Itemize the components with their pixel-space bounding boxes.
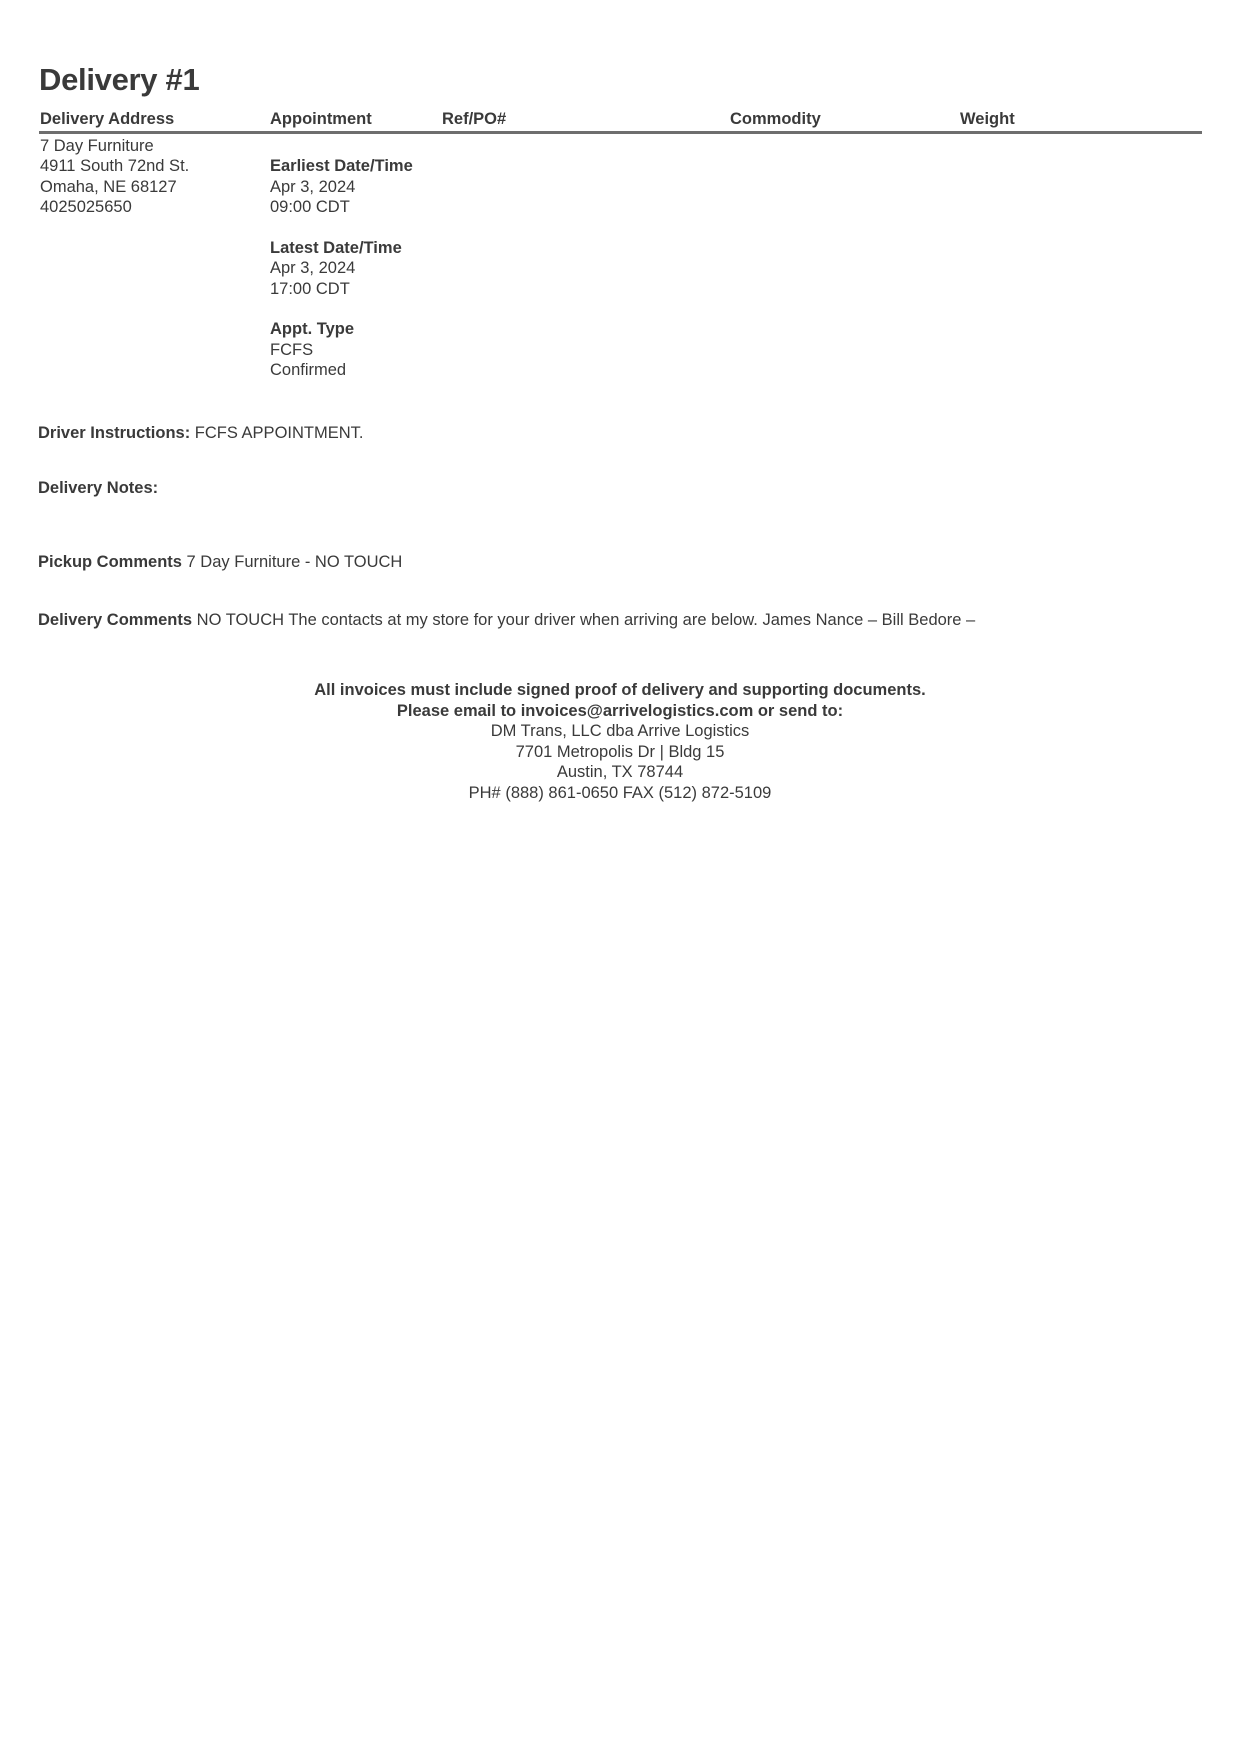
appt-type-label: Appt. Type (270, 320, 355, 338)
column-header-commodity: Commodity (730, 110, 821, 128)
delivery-notes (38, 478, 158, 498)
pickup-comments (38, 552, 402, 572)
column-header-ref-po: Ref/PO# (442, 110, 507, 128)
pickup-comments-value: 7 Day Furniture - NO TOUCH (186, 553, 403, 571)
latest-datetime-label: Latest Date/Time (270, 239, 402, 257)
column-header-delivery-address: Delivery Address (40, 110, 175, 128)
address-name: 7 Day Furniture (40, 137, 154, 155)
column-header-weight: Weight (960, 110, 1015, 128)
driver-instructions-label: Driver Instructions: (38, 424, 191, 442)
earliest-date: Apr 3, 2024 (270, 178, 356, 196)
column-header-appointment: Appointment (270, 110, 372, 128)
latest-date: Apr 3, 2024 (270, 259, 356, 277)
delivery-comments (38, 610, 975, 630)
latest-time: 17:00 CDT (270, 280, 350, 298)
footer-invoice-requirement: All invoices must include signed proof of delivery and supporting documents. (314, 681, 926, 699)
page-title: Delivery #1 (39, 62, 200, 97)
pickup-comments-label: Pickup Comments (38, 553, 182, 571)
delivery-comments-label: Delivery Comments (38, 611, 193, 629)
footer-street-address: 7701 Metropolis Dr | Bldg 15 (515, 742, 725, 761)
address-street: 4911 South 72nd St. (40, 157, 190, 175)
driver-instructions (38, 423, 363, 443)
appt-status: Confirmed (270, 361, 347, 379)
earliest-datetime-label: Earliest Date/Time (270, 157, 413, 175)
delivery-notes-label: Delivery Notes: (38, 479, 159, 497)
invoice-footer (0, 680, 1240, 803)
driver-instructions-value: FCFS APPOINTMENT. (194, 424, 364, 442)
header-divider (39, 131, 1202, 134)
footer-email-instruction: Please email to invoices@arrivelogistics.com or send to: (396, 701, 844, 720)
address-phone: 4025025650 (40, 198, 132, 216)
appt-type-value: FCFS (270, 341, 314, 359)
footer-city-state-zip: Austin, TX 78744 (556, 763, 684, 781)
earliest-time: 09:00 CDT (270, 198, 350, 216)
address-city-state-zip: Omaha, NE 68127 (40, 178, 177, 196)
footer-company-name: DM Trans, LLC dba Arrive Logistics (490, 722, 750, 740)
delivery-comments-value: NO TOUCH The contacts at my store for your driver when arriving are below. James Nance – Bill Bedore – (196, 611, 976, 629)
footer-phone-fax: PH# (888) 861-0650 FAX (512) 872-5109 (468, 783, 772, 802)
